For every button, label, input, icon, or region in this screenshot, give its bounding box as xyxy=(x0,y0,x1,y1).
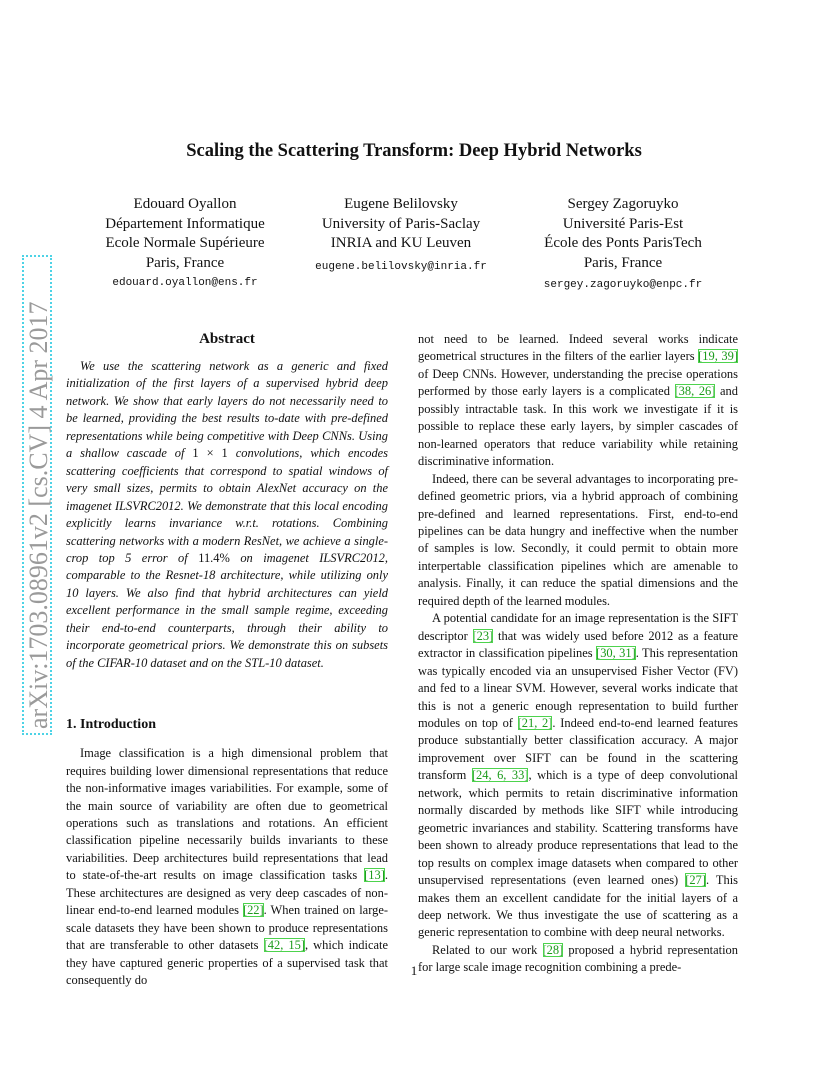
citation-link[interactable]: [24, 6, 33] xyxy=(471,768,529,783)
paper-title: Scaling the Scattering Transform: Deep Hybrid Networks xyxy=(186,141,642,161)
author-block-2 xyxy=(301,195,501,277)
paragraph: not need to be learned. Indeed several works indicate geometrical structures in the filters of the earlier layers [19, 39] of Deep CNNs. However, understanding the precise operations performed by those early layers is a complicated [38, 26] and possibly intractable task. In this work we investigate if it is possible to replace these early layers, by simpler cascades of non-learned operators that reduce variability while retaining discriminative information. xyxy=(418,332,738,469)
paragraph: Indeed, there can be several advantages to incorporating pre-defined geometric priors, via a hybrid approach of combining pre-defined and learned representations. First, end-to-end pipelines can be data hungry and ineffective when the number of samples is low. Secondly, it could permit to obtain more interpertable classification pipelines which are amenable to analysis. Finally, it can reduce the spatial dimensions and the required depth of the learned modules. xyxy=(418,471,738,608)
citation-link[interactable]: [38, 26] xyxy=(674,384,716,399)
author-email[interactable]: edouard.oyallon@ens.fr xyxy=(112,277,258,289)
author-affiliation: École des Ponts ParisTech xyxy=(544,235,702,251)
citation-link[interactable]: [28] xyxy=(542,942,564,957)
page-number: 1 xyxy=(410,963,418,978)
author-affiliation: INRIA and KU Leuven xyxy=(330,235,472,251)
author-affiliation: Département Informatique xyxy=(105,215,265,232)
citation-link[interactable]: [23] xyxy=(472,628,494,643)
author-name: Edouard Oyallon xyxy=(133,196,237,212)
right-column xyxy=(418,331,738,977)
citation-link[interactable]: [30, 31] xyxy=(596,646,636,661)
author-email[interactable]: eugene.belilovsky@inria.fr xyxy=(315,260,487,273)
citation-link[interactable]: [42, 15] xyxy=(263,938,305,953)
citation-link[interactable]: [19, 39] xyxy=(698,349,738,364)
author-affiliation: University of Paris-Saclay xyxy=(321,215,481,232)
citation-link[interactable]: [13] xyxy=(364,868,385,883)
citation-link[interactable]: [22] xyxy=(242,903,264,918)
author-block-3 xyxy=(523,195,723,296)
author-name: Sergey Zagoruyko xyxy=(567,196,679,212)
author-affiliation: Paris, France xyxy=(145,254,225,271)
paragraph: Related to our work [28] proposed a hybrid representation for large scale image recognition combining a prede- xyxy=(418,942,738,975)
paragraph: Image classification is a high dimensional problem that requires building lower dimensional representations that reduce the non-informative images variabilities. For example, some of the main source of variability are often due to geometrical operations such as translations and rotations. An efficient classification pipeline necessarily builds invariants to these variabilities. Deep architectures build representations that lead to state-of-the-art results on image classification tasks [13]. These architectures are designed as very deep cascades of non-linear end-to-end learned modules [22]. When trained on large-scale datasets they have been shown to produce representations that are transferable to other datasets [42, 15], which indicate they have captured generic properties of a supervised task that consequently do xyxy=(66,746,388,988)
arxiv-stamp[interactable]: arXiv:1703.08961v2 [cs.CV] 4 Apr 2017 xyxy=(22,255,52,735)
citation-link[interactable]: [21, 2] xyxy=(517,715,553,730)
left-column xyxy=(66,330,388,990)
citation-link[interactable]: [27] xyxy=(685,873,706,888)
author-affiliation: Université Paris-Est xyxy=(562,215,684,232)
author-affiliation: Ecole Normale Supérieure xyxy=(105,235,265,251)
paragraph: A potential candidate for an image representation is the SIFT descriptor [23] that was widely used before 2012 as a feature extractor in classification pipelines [30, 31]. This representation was typically encoded via an unsupervised Fisher Vector (FV) and fed to a linear SVM. However, several works indicate that this is not a generic enough representation to build further modules on top of [21, 2]. Indeed end-to-end learned features produce substantially better classification accuracy. A major improvement over SIFT can be found in the scattering transform [24, 6, 33], which is a type of deep convolutional network, which permits to retain discriminative information normally discarded by methods like SIFT while introducing geometric invariances and stability. Scattering transforms have been shown to already produce representations that lead to the top results on complex image datasets when compared to other unsupervised representations (even learned ones) [27]. This makes them an excellent candidate for the initial layers of a deep network. We thus investigate the use of scattering as a generic representation to combine with deep neural networks. xyxy=(418,611,739,940)
section-heading: 1. Introduction xyxy=(66,717,156,733)
author-affiliation: Paris, France xyxy=(583,254,663,271)
author-block-1 xyxy=(85,195,285,294)
author-email[interactable]: sergey.zagoruyko@enpc.fr xyxy=(543,279,703,291)
abstract-heading: Abstract xyxy=(199,331,255,347)
author-name: Eugene Belilovsky xyxy=(344,196,458,212)
abstract-text: We use the scattering network as a generic and fixed initialization of the first layers of a supervised hybrid deep network. We show that early layers do not necessarily need to be learned, providing the best results to-date with pre-defined representations while being competitive with Deep CNNs. Using a shallow cascade of 1 × 1 convolutions, which encodes scattering coefficients that correspond to spatial windows of very small sizes, permits to obtain AlexNet accuracy on the imagenet ILSVRC2012. We demonstrate that this local encoding explicitly learns invariance w.r.t. rotations. Combining scattering networks with a modern ResNet, we achieve a single-crop top 5 error of 11.4% on imagenet ILSVRC2012, comparable to the Resnet-18 architecture, while utilizing only 10 layers. We also find that hybrid architectures can yield excellent performance in the small sample regime, exceeding their end-to-end counterparts, through their ability to incorporate geometrical priors. We demonstrate this on subsets of the CIFAR-10 dataset and on the STL-10 dataset. xyxy=(66,359,389,670)
